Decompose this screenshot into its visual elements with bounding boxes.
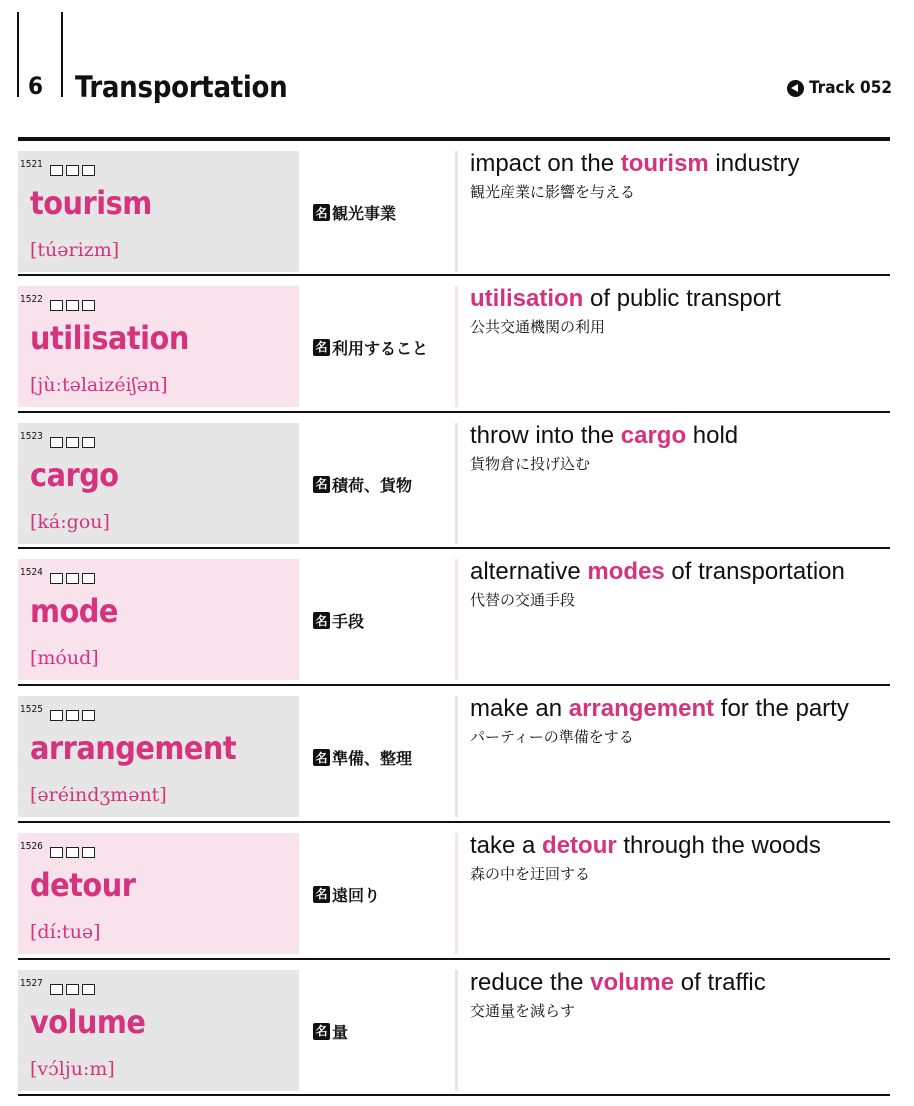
review-checkboxes — [50, 573, 95, 584]
chapter-number: 6 — [28, 72, 44, 100]
part-of-speech — [313, 1020, 348, 1043]
example-text: of transportation — [664, 558, 845, 586]
example-text: through the woods — [616, 831, 821, 859]
example-ja: 代替の交通手段 — [470, 591, 576, 610]
review-checkbox[interactable] — [66, 984, 79, 995]
vocab-entry — [18, 411, 890, 548]
track-button[interactable] — [787, 78, 892, 98]
column-divider — [455, 696, 458, 817]
headword: cargo — [30, 455, 119, 494]
meaning: 積荷、貨物 — [332, 475, 413, 495]
column-divider — [455, 970, 458, 1091]
example-highlight: arrangement — [568, 695, 715, 723]
column-divider — [455, 151, 458, 272]
pronunciation: [vɔ́lju:m] — [30, 1057, 115, 1080]
example-text: alternative — [470, 558, 588, 586]
part-of-speech — [313, 746, 412, 769]
example-ja: 公共交通機関の利用 — [470, 317, 606, 336]
example-text: impact on the — [470, 150, 621, 177]
word-box — [18, 696, 299, 817]
pronunciation: [dí:tuə] — [30, 920, 101, 943]
review-checkboxes — [50, 300, 95, 311]
vocab-list — [18, 137, 890, 1095]
word-box — [18, 559, 299, 680]
example-text: make an — [470, 695, 569, 723]
review-checkbox[interactable] — [50, 573, 63, 584]
word-box — [18, 286, 299, 407]
entry-number: 1521 — [20, 159, 43, 170]
pronunciation: [móud] — [30, 647, 99, 670]
entry-number: 1523 — [20, 430, 43, 442]
example-highlight: modes — [587, 558, 665, 586]
noun-badge: 名 — [313, 204, 330, 221]
review-checkboxes — [50, 437, 95, 448]
headword: tourism — [30, 184, 152, 222]
header-rule-divider — [61, 12, 63, 97]
review-checkbox[interactable] — [82, 984, 95, 995]
headword: mode — [30, 592, 118, 631]
word-box — [18, 151, 299, 272]
example-text: take a — [470, 831, 543, 859]
example-en — [470, 149, 799, 179]
example-en — [470, 421, 738, 451]
part-of-speech — [313, 609, 364, 632]
example-highlight: cargo — [620, 421, 687, 449]
word-box — [18, 833, 299, 954]
vocab-entry — [18, 958, 890, 1095]
column-divider — [455, 559, 458, 680]
review-checkbox[interactable] — [66, 573, 79, 584]
review-checkbox[interactable] — [82, 710, 95, 721]
meaning: 観光事業 — [332, 204, 397, 223]
pronunciation: [əréindʒmənt] — [30, 784, 167, 807]
example-text: of public transport — [583, 284, 781, 312]
review-checkboxes — [50, 165, 95, 176]
vocab-entry — [18, 547, 890, 684]
part-of-speech — [313, 473, 412, 496]
example-ja: 貨物倉に投げ込む — [470, 454, 591, 473]
review-checkbox[interactable] — [50, 984, 63, 995]
example-en — [470, 831, 821, 861]
review-checkbox[interactable] — [66, 710, 79, 721]
word-box — [18, 970, 299, 1091]
entry-number: 1524 — [20, 567, 43, 579]
entry-number: 1522 — [20, 293, 43, 305]
meaning: 準備、整理 — [332, 749, 413, 769]
review-checkboxes — [50, 984, 95, 995]
vocab-entry — [18, 684, 890, 821]
example-highlight: utilisation — [470, 284, 584, 312]
entry-number: 1526 — [20, 840, 43, 852]
noun-badge: 名 — [313, 339, 330, 356]
example-en — [470, 968, 766, 998]
example-text: hold — [686, 421, 739, 449]
example-ja: 交通量を減らす — [470, 1001, 576, 1020]
example-text: industry — [708, 150, 800, 177]
example-en — [470, 694, 849, 724]
entry-number: 1525 — [20, 704, 43, 716]
example-en — [470, 557, 845, 587]
headword: arrangement — [30, 729, 237, 768]
play-circle-icon — [787, 80, 804, 97]
example-highlight: volume — [590, 968, 675, 996]
noun-badge: 名 — [313, 612, 330, 629]
example-ja: 観光産業に影響を与える — [470, 183, 636, 201]
bottom-rule — [18, 1094, 890, 1096]
word-box — [18, 423, 299, 544]
review-checkbox[interactable] — [82, 437, 95, 448]
review-checkboxes — [50, 847, 95, 858]
review-checkbox[interactable] — [82, 300, 95, 311]
part-of-speech — [313, 883, 380, 906]
noun-badge: 名 — [313, 1023, 330, 1040]
noun-badge: 名 — [313, 886, 330, 903]
headword: detour — [30, 865, 136, 904]
example-text: reduce the — [470, 968, 591, 996]
review-checkbox[interactable] — [50, 847, 63, 858]
example-highlight: tourism — [620, 150, 709, 177]
review-checkbox[interactable] — [82, 165, 95, 176]
example-ja: 森の中を迂回する — [470, 864, 591, 883]
track-label: Track 052 — [809, 78, 892, 98]
meaning: 量 — [332, 1022, 349, 1042]
pronunciation: [túərizm] — [30, 239, 120, 261]
review-checkbox[interactable] — [66, 847, 79, 858]
chapter-title: Transportation — [75, 70, 288, 104]
part-of-speech — [313, 201, 396, 224]
vocab-entry — [18, 821, 890, 958]
example-ja: パーティーの準備をする — [470, 728, 634, 747]
headword: utilisation — [30, 318, 189, 357]
example-text: for the party — [714, 695, 849, 723]
review-checkbox[interactable] — [50, 300, 63, 311]
meaning: 遠回り — [332, 885, 381, 905]
vocab-entry — [18, 274, 890, 411]
review-checkbox[interactable] — [82, 847, 95, 858]
meaning: 利用すること — [332, 338, 429, 358]
meaning: 手段 — [332, 612, 365, 632]
column-divider — [455, 423, 458, 544]
review-checkbox[interactable] — [50, 710, 63, 721]
noun-badge: 名 — [313, 749, 330, 766]
review-checkbox[interactable] — [66, 165, 79, 176]
part-of-speech — [313, 336, 428, 359]
review-checkboxes — [50, 710, 95, 721]
review-checkbox[interactable] — [66, 300, 79, 311]
vocab-entry — [18, 137, 890, 274]
example-text: throw into the — [470, 421, 621, 449]
header-rule-left — [17, 12, 19, 97]
column-divider — [455, 833, 458, 954]
noun-badge: 名 — [313, 476, 330, 493]
review-checkbox[interactable] — [50, 165, 63, 176]
headword: volume — [30, 1002, 146, 1041]
review-checkbox[interactable] — [66, 437, 79, 448]
pronunciation: [jùːtəlaizéiʃən] — [30, 373, 168, 396]
review-checkbox[interactable] — [82, 573, 95, 584]
example-en — [470, 284, 781, 314]
column-divider — [455, 286, 458, 407]
review-checkbox[interactable] — [50, 437, 63, 448]
entry-number: 1527 — [20, 977, 43, 989]
pronunciation: [ká:gou] — [30, 510, 110, 533]
example-highlight: detour — [542, 831, 617, 859]
example-text: of traffic — [674, 968, 766, 996]
